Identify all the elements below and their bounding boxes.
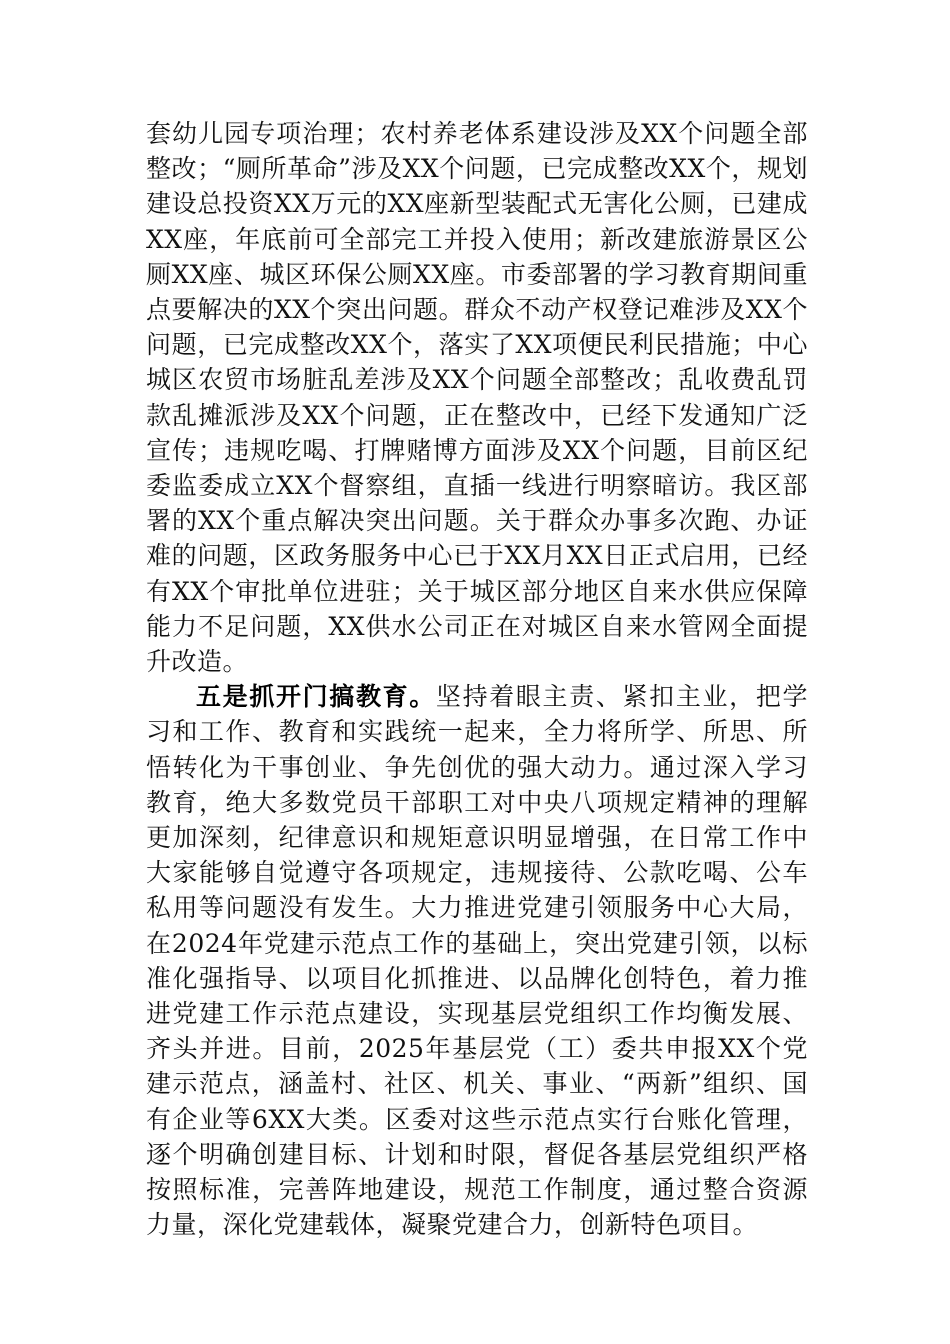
paragraph-text: 坚持着眼主责、紧扣主业，把学习和工作、教育和实践统一起来，全力将所学、所思、所悟转化为干事创业、争先创优的强大动力。通过深入学习教育，绝大多数党员干部职工对中央八项规定精神的理解更加深刻，纪律意识和规矩意识明显增强，在日常工作中大家能够自觉遵守各项规定，违规接待、公款吃喝、公车私用等问题没有发生。大力推进党建引领服务中心大局，在2024年党建示范点工作的基础上，突出党建引领，以标准化强指导、以项目化抓推进、以品牌化创特色，着力推进党建工作示范点建设，实现基层党组织工作均衡发展、齐头并进。目前，2025年基层党（工）委共申报XX个党建示范点，涵盖村、社区、机关、事业、“两新”组织、国有企业等6XX大类。区委对这些示范点实行台账化管理，逐个明确创建目标、计划和时限，督促各基层党组织严格按照标准，完善阵地建设，规范工作制度，通过整合资源力量，深化党建载体，凝聚党建合力，创新特色项目。 — [146, 682, 808, 1240]
document-page — [146, 116, 808, 1243]
paragraph-lead-heading: 五是抓开门搞教育。 — [196, 682, 436, 712]
paragraph-section-five — [146, 679, 808, 1242]
paragraph-text: 套幼儿园专项治理；农村养老体系建设涉及XX个问题全部整改；“厕所革命”涉及XX个问题，已完成整改XX个，规划建设总投资XX万元的XX座新型装配式无害化公厕，已建成XX座，年底前可全部完工并投入使用；新改建旅游景区公厕XX座、城区环保公厕XX座。市委部署的学习教育期间重点要解决的XX个突出问题。群众不动产权登记难涉及XX个问题，已完成整改XX个，落实了XX项便民利民措施；中心城区农贸市场脏乱差涉及XX个问题全部整改；乱收费乱罚款乱摊派涉及XX个问题，正在整改中，已经下发通知广泛宣传；违规吃喝、打牌赌博方面涉及XX个问题，目前区纪委监委成立XX个督察组，直插一线进行明察暗访。我区部署的XX个重点解决突出问题。关于群众办事多次跑、办证难的问题，区政务服务中心已于XX月XX日正式启用，已经有XX个审批单位进驻；关于城区部分地区自来水供应保障能力不足问题，XX供水公司正在对城区自来水管网全面提升改造。 — [146, 119, 808, 677]
paragraph-continued — [146, 116, 808, 679]
